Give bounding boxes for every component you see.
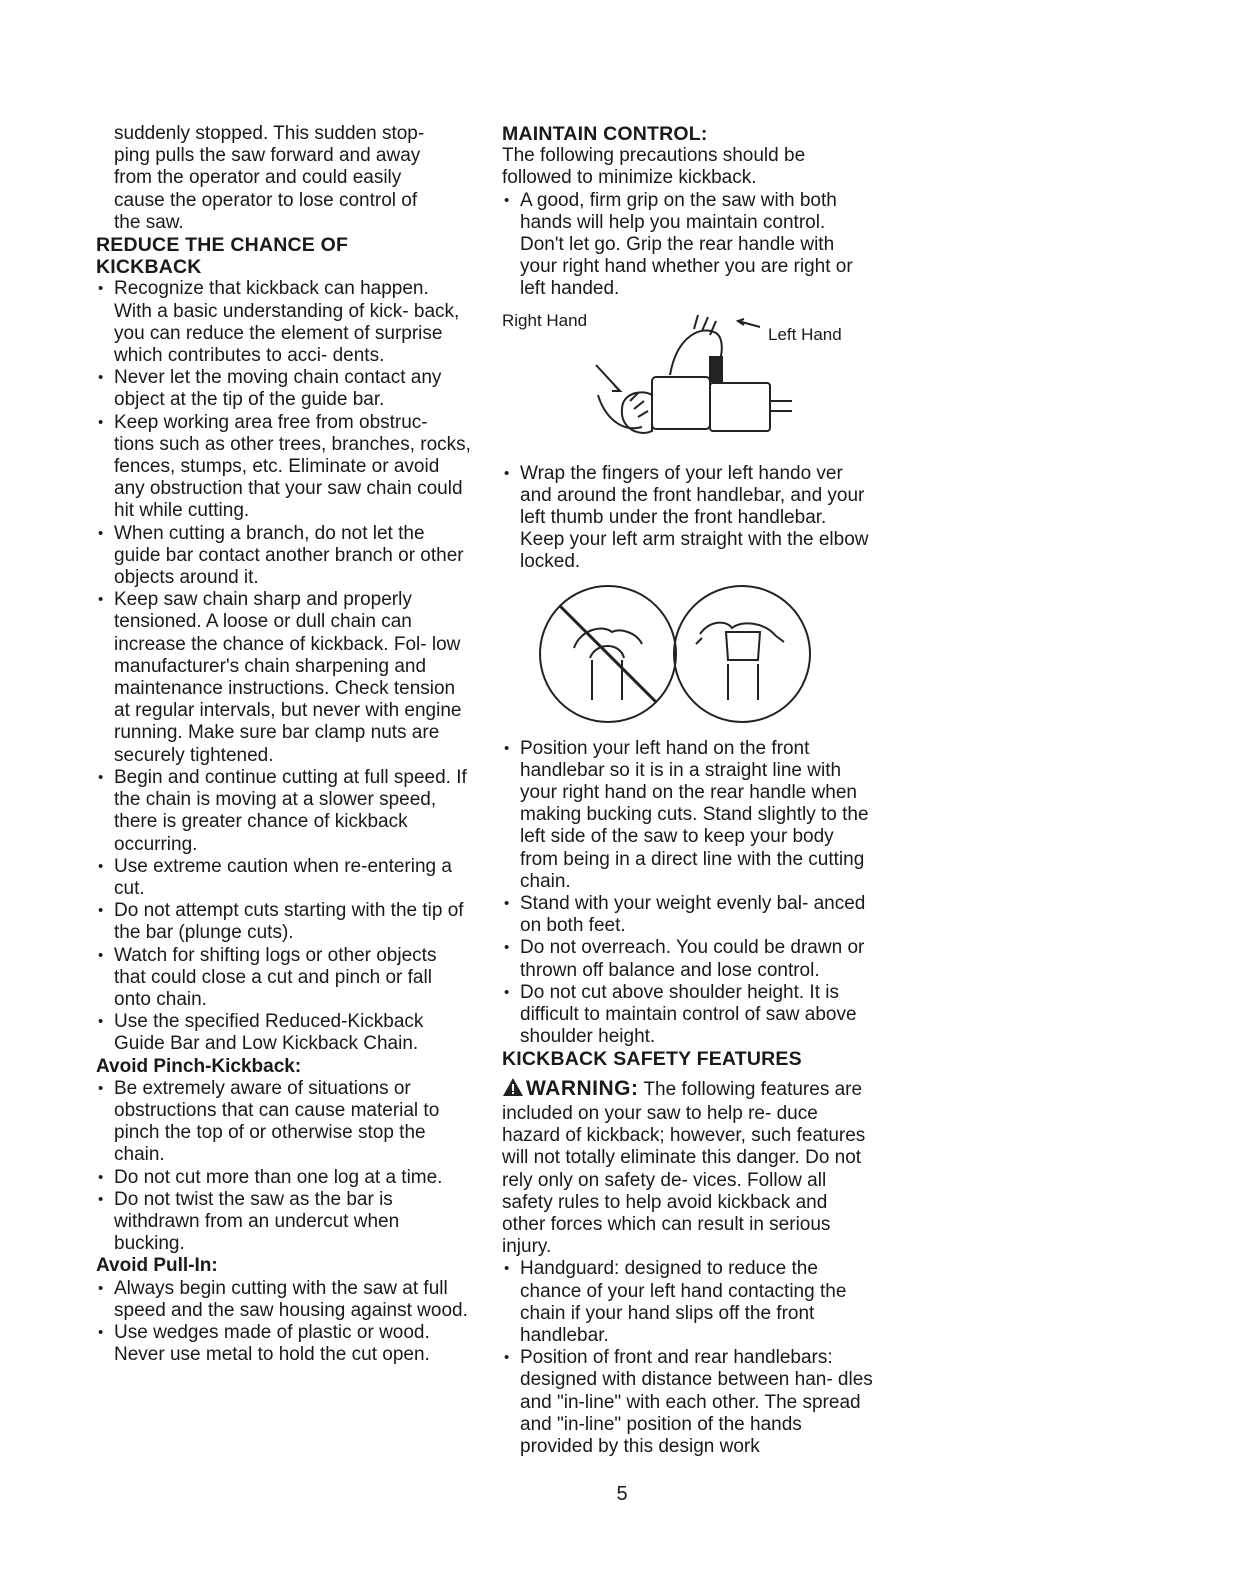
- intro-line: ping pulls the saw forward and away: [114, 145, 421, 167]
- left-column: [96, 123, 471, 1366]
- intro-text: [96, 123, 471, 234]
- pinch-kickback-heading: Avoid Pinch-Kickback:: [96, 1055, 302, 1077]
- reduce-kickback-list: [96, 278, 471, 1055]
- list-item: • Do not twist the saw as the bar is withdrawn from an undercut when bucking.: [96, 1189, 471, 1256]
- list-item: • Position your left hand on the front handlebar so it is in a straight line with your right hand on the rear handle when making bucking cuts. Stand slightly to the left side of the saw to keep your body from being in a direct line with the cutting chain.: [502, 738, 874, 893]
- warning-label: WARNING:: [526, 1076, 639, 1100]
- heading-line: REDUCE THE CHANCE OF: [96, 234, 349, 257]
- wrap-list: [502, 463, 874, 574]
- list-item: • Stand with your weight evenly bal- anced on both feet.: [502, 893, 874, 937]
- pull-in-heading: Avoid Pull-In:: [96, 1255, 218, 1277]
- list-item: • Use wedges made of plastic or wood. Never use metal to hold the cut open.: [96, 1322, 471, 1366]
- list-item: • Do not overreach. You could be drawn or thrown off balance and lose control.: [502, 937, 874, 981]
- intro-line: cause the operator to lose control of: [114, 189, 418, 211]
- correct-grip-circle: [674, 586, 810, 722]
- grip-list: [502, 190, 874, 301]
- left-hand-label: Left Hand: [768, 324, 842, 344]
- list-item: • Handguard: designed to reduce the chance of your left hand contacting the chain if your hand slips off the front handlebar.: [502, 1258, 874, 1347]
- list-item: • Always begin cutting with the saw at full speed and the saw housing against wood.: [96, 1278, 471, 1322]
- control-list: [502, 738, 874, 1049]
- intro-line: suddenly stopped. This sudden stop-: [114, 123, 425, 144]
- intro-line: the saw.: [114, 211, 184, 233]
- pinch-kickback-list: [96, 1078, 471, 1256]
- list-item: • Use extreme caution when re-entering a cut.: [96, 856, 471, 900]
- list-item: • Keep working area free from obstruc- tions such as other trees, branches, rocks, fences, stumps, etc. Eliminate or avoid any obstruction that your saw chain could hit while cutting.: [96, 412, 471, 523]
- list-item: • When cutting a branch, do not let the guide bar contact another branch or other objects around it.: [96, 523, 471, 590]
- list-item: • A good, firm grip on the saw with both hands will help you maintain control. Don't let go. Grip the rear handle with your right hand whether you are right or left handed.: [502, 190, 874, 301]
- maintain-control-intro: The following precautions should be followed to minimize kickback.: [502, 145, 806, 189]
- warning-block: [502, 1077, 874, 1259]
- maintain-control-heading: MAINTAIN CONTROL:: [502, 123, 708, 145]
- list-item: • Recognize that kickback can happen. With a basic understanding of kick- back, you can reduce the element of surprise which contributes to acci- dents.: [96, 278, 471, 367]
- list-item: • Use the specified Reduced-Kickback Guide Bar and Low Kickback Chain.: [96, 1011, 471, 1055]
- list-item: • Never let the moving chain contact any object at the tip of the guide bar.: [96, 367, 471, 411]
- warning-icon: [502, 1077, 524, 1103]
- pull-in-list: [96, 1278, 471, 1367]
- grip-comparison-figure: [502, 580, 874, 730]
- list-item: • Do not cut more than one log at a time.: [96, 1167, 471, 1189]
- features-list: [502, 1258, 874, 1458]
- reduce-kickback-heading: [96, 234, 471, 278]
- page-number: 5: [616, 1483, 628, 1505]
- grip-comparison-illustration: [532, 580, 822, 730]
- right-column: [502, 123, 874, 1458]
- right-hand-label: Right Hand: [502, 310, 588, 330]
- heading-line: KICKBACK: [96, 256, 202, 279]
- hand-position-figure: [502, 305, 874, 455]
- intro-line: from the operator and could easily: [114, 167, 402, 189]
- warning-text: The following features are included on your saw to help re- duce hazard of kickback; however, such features will not totally eliminate this danger. Do not rely only on safety de- vices. Follow all safety rules to help avoid kickback and other forces which can result in serious injury.: [502, 1078, 866, 1258]
- list-item: • Do not cut above shoulder height. It is difficult to maintain control of saw above shoulder height.: [502, 982, 874, 1049]
- list-item: • Wrap the fingers of your left hando ver and around the front handlebar, and your left thumb under the front handlebar. Keep your left arm straight with the elbow locked.: [502, 463, 874, 574]
- list-item: • Position of front and rear handlebars: designed with distance between han- dles and "in-line" with each other. The spread and "in-line" position of the hands provided by this design work: [502, 1347, 874, 1458]
- list-item: • Do not attempt cuts starting with the tip of the bar (plunge cuts).: [96, 900, 471, 944]
- list-item: • Begin and continue cutting at full speed. If the chain is moving at a slower speed, there is greater chance of kickback occurring.: [96, 767, 471, 856]
- list-item: • Keep saw chain sharp and properly tensioned. A loose or dull chain can increase the chance of kickback. Fol- low manufacturer's chain sharpening and maintenance instructions. Check tension at regular intervals, but never with engine running. Make sure bar clamp nuts are securely tightened.: [96, 589, 471, 767]
- safety-features-heading: KICKBACK SAFETY FEATURES: [502, 1048, 802, 1071]
- list-item: • Be extremely aware of situations or obstructions that can cause material to pinch the top of or otherwise stop the chain.: [96, 1078, 471, 1167]
- list-item: • Watch for shifting logs or other objects that could close a cut and pinch or fall onto chain.: [96, 945, 471, 1012]
